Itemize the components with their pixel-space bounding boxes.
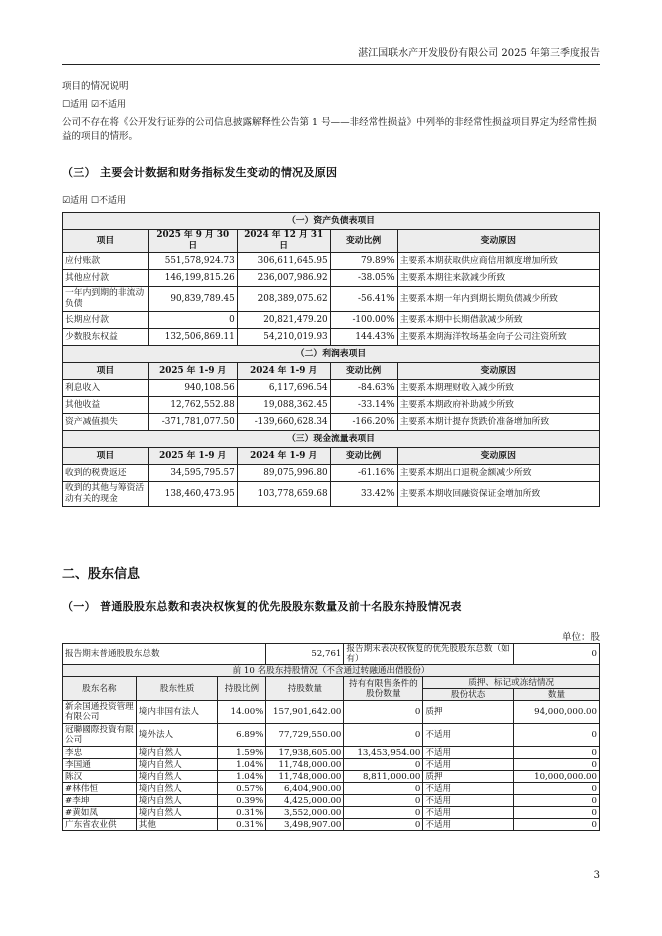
col-header: 持股数量 bbox=[266, 677, 344, 701]
holder-qty: 6,404,900.00 bbox=[266, 783, 344, 795]
col-header: 项目 bbox=[63, 448, 149, 465]
holder-nature: 境内自然人 bbox=[136, 771, 218, 783]
holder-restricted: 0 bbox=[344, 724, 423, 747]
holder-nature: 其他 bbox=[136, 819, 218, 831]
col-header: 2025 年 1-9 月 bbox=[148, 448, 237, 465]
row-value-current: 146,199,815.26 bbox=[148, 270, 237, 287]
holder-nature: 境内自然人 bbox=[136, 783, 218, 795]
row-item: 其他应付款 bbox=[63, 270, 149, 287]
holder-ratio: 1.59% bbox=[218, 747, 266, 759]
row-ratio: -38.05% bbox=[330, 270, 397, 287]
table-row bbox=[63, 414, 600, 431]
holder-ratio: 0.39% bbox=[218, 795, 266, 807]
table-row bbox=[63, 482, 600, 507]
row-reason: 主要系本期往来款减少所致 bbox=[397, 270, 599, 287]
col-header: 股份状态 bbox=[423, 689, 514, 701]
row-value-prior: 20,821,479.20 bbox=[237, 312, 330, 329]
holder-restricted: 0 bbox=[344, 759, 423, 771]
holder-qty: 11,748,000.00 bbox=[266, 759, 344, 771]
row-item: 收到的税费返还 bbox=[63, 465, 149, 482]
row-ratio: -56.41% bbox=[330, 287, 397, 312]
col-header: 变动原因 bbox=[397, 448, 599, 465]
holder-ratio: 0.57% bbox=[218, 783, 266, 795]
holder-nature: 境内自然人 bbox=[136, 759, 218, 771]
shareholder-subheading: （一） 普通股股东总数和表决权恢复的优先股股东数量及前十名股东持股情况表 bbox=[62, 600, 462, 613]
row-ratio: -61.16% bbox=[330, 465, 397, 482]
holder-amount: 10,000,000.00 bbox=[514, 771, 600, 783]
holder-name: 新余国通投资管理有限公司 bbox=[63, 701, 137, 724]
holder-qty: 3,498,907.00 bbox=[266, 819, 344, 831]
row-value-current: 12,762,552.88 bbox=[148, 397, 237, 414]
holder-status: 不适用 bbox=[423, 747, 514, 759]
section3-options: ☑适用 ☐不适用 bbox=[62, 196, 126, 206]
holder-name: 陈汉 bbox=[63, 771, 137, 783]
col-header: 持有有限售条件的股份数量 bbox=[344, 677, 423, 701]
holder-amount: 0 bbox=[514, 747, 600, 759]
holder-status: 不适用 bbox=[423, 795, 514, 807]
holder-qty: 17,938,605.00 bbox=[266, 747, 344, 759]
row-value-current: 551,578,924.73 bbox=[148, 253, 237, 270]
holder-restricted: 8,811,000.00 bbox=[344, 771, 423, 783]
holder-status: 质押 bbox=[423, 771, 514, 783]
holder-amount: 0 bbox=[514, 807, 600, 819]
balance-section-title: （一）资产负债表项目 bbox=[63, 213, 600, 230]
col-header: 质押、标记或冻结情况 bbox=[423, 677, 600, 689]
table-row bbox=[63, 771, 600, 783]
holder-amount: 94,000,000.00 bbox=[514, 701, 600, 724]
holder-amount: 0 bbox=[514, 819, 600, 831]
col-header: 项目 bbox=[63, 230, 149, 253]
holder-status: 不适用 bbox=[423, 807, 514, 819]
holder-status: 不适用 bbox=[423, 759, 514, 771]
row-reason: 主要系本期海洋牧场基金向子公司注资所致 bbox=[397, 329, 599, 346]
table-row bbox=[63, 795, 600, 807]
holder-ratio: 1.04% bbox=[218, 759, 266, 771]
table-row bbox=[63, 397, 600, 414]
unit-label: 单位：股 bbox=[561, 632, 600, 643]
col-header: 2024 年 12 月 31 日 bbox=[237, 230, 330, 253]
holder-ratio: 0.31% bbox=[218, 807, 266, 819]
cash-header-row bbox=[63, 448, 600, 465]
table-row bbox=[63, 759, 600, 771]
table-row bbox=[63, 783, 600, 795]
row-reason: 主要系本期获取供应商信用额度增加所致 bbox=[397, 253, 599, 270]
row-value-prior: 6,117,696.54 bbox=[237, 380, 330, 397]
holder-nature: 境内非国有法人 bbox=[136, 701, 218, 724]
page-number: 3 bbox=[593, 870, 600, 881]
col-header: 股东性质 bbox=[136, 677, 218, 701]
row-ratio: -84.63% bbox=[330, 380, 397, 397]
table-row bbox=[63, 724, 600, 747]
holder-name: 李国通 bbox=[63, 759, 137, 771]
col-header: 股东名称 bbox=[63, 677, 137, 701]
row-reason: 主要系本期收回融资保证金增加所致 bbox=[397, 482, 599, 507]
holder-restricted: 0 bbox=[344, 783, 423, 795]
table-row bbox=[63, 253, 600, 270]
holder-name: #黄如凤 bbox=[63, 807, 137, 819]
row-reason: 主要系本期理财收入减少所致 bbox=[397, 380, 599, 397]
col-header: 数量 bbox=[514, 689, 600, 701]
row-item: 收到的其他与筹资活动有关的现金 bbox=[63, 482, 149, 507]
cash-section-title: （三）现金流量表项目 bbox=[63, 431, 600, 448]
row-value-prior: 19,088,362.45 bbox=[237, 397, 330, 414]
row-reason: 主要系本期政府补助减少所致 bbox=[397, 397, 599, 414]
row-reason: 主要系本期计提存货跌价准备增加所致 bbox=[397, 414, 599, 431]
holder-status: 不适用 bbox=[423, 819, 514, 831]
row-ratio: 79.89% bbox=[330, 253, 397, 270]
shareholder-heading: 二、股东信息 bbox=[62, 567, 141, 582]
holder-nature: 境内自然人 bbox=[136, 795, 218, 807]
table-row bbox=[63, 747, 600, 759]
row-value-prior: 54,210,019.93 bbox=[237, 329, 330, 346]
shareholder-table bbox=[62, 643, 600, 831]
change-table bbox=[62, 212, 600, 507]
col-header: 变动原因 bbox=[397, 363, 599, 380]
row-value-prior: 103,778,659.68 bbox=[237, 482, 330, 507]
holder-amount: 0 bbox=[514, 759, 600, 771]
holder-restricted: 13,453,954.00 bbox=[344, 747, 423, 759]
holder-amount: 0 bbox=[514, 724, 600, 747]
holder-amount: 0 bbox=[514, 795, 600, 807]
row-value-prior: 208,389,075.62 bbox=[237, 287, 330, 312]
row-value-current: 90,839,789.45 bbox=[148, 287, 237, 312]
holder-qty: 157,901,642.00 bbox=[266, 701, 344, 724]
income-header-row bbox=[63, 363, 600, 380]
row-ratio: -100.00% bbox=[330, 312, 397, 329]
row-value-current: -371,781,077.50 bbox=[148, 414, 237, 431]
item-desc-paragraph: 公司不存在将《公开发行证券的公司信息披露解释性公告第 1 号——非经常性损益》中列举的非经常性损益项目界定为经常性损益的项目的情形。 bbox=[62, 117, 597, 142]
row-ratio: 33.42% bbox=[330, 482, 397, 507]
table-row bbox=[63, 465, 600, 482]
table-row bbox=[63, 287, 600, 312]
top10-title: 前 10 名股东持股情况（不含通过转融通出借股份） bbox=[63, 665, 600, 677]
row-value-current: 940,108.56 bbox=[148, 380, 237, 397]
row-ratio: -33.14% bbox=[330, 397, 397, 414]
holder-qty: 77,729,550.00 bbox=[266, 724, 344, 747]
row-value-prior: 89,075,996.80 bbox=[237, 465, 330, 482]
table-row bbox=[63, 312, 600, 329]
holder-restricted: 0 bbox=[344, 819, 423, 831]
holder-ratio: 1.04% bbox=[218, 771, 266, 783]
holder-amount: 0 bbox=[514, 783, 600, 795]
col-header: 2024 年 1-9 月 bbox=[237, 363, 330, 380]
holder-status: 不适用 bbox=[423, 724, 514, 747]
total-label: 报告期末普通股股东总数 bbox=[63, 644, 266, 665]
row-item: 利息收入 bbox=[63, 380, 149, 397]
row-item: 应付账款 bbox=[63, 253, 149, 270]
holder-status: 不适用 bbox=[423, 783, 514, 795]
holder-ratio: 0.31% bbox=[218, 819, 266, 831]
col-header: 变动比例 bbox=[330, 230, 397, 253]
holder-name: #林伟恒 bbox=[63, 783, 137, 795]
item-desc-options: ☐适用 ☑不适用 bbox=[62, 100, 126, 110]
row-ratio: 144.43% bbox=[330, 329, 397, 346]
pref-value: 0 bbox=[514, 644, 600, 665]
row-item: 一年内到期的非流动负债 bbox=[63, 287, 149, 312]
income-section-title: （二）利润表项目 bbox=[63, 346, 600, 363]
row-item: 长期应付款 bbox=[63, 312, 149, 329]
col-header: 2025 年 1-9 月 bbox=[148, 363, 237, 380]
holder-restricted: 0 bbox=[344, 701, 423, 724]
holder-nature: 境内自然人 bbox=[136, 747, 218, 759]
col-header: 项目 bbox=[63, 363, 149, 380]
row-value-prior: 236,007,986.92 bbox=[237, 270, 330, 287]
holder-status: 质押 bbox=[423, 701, 514, 724]
page-header: 湛江国联水产开发股份有限公司 2025 年第三季度报告 bbox=[62, 44, 600, 65]
col-header: 2024 年 1-9 月 bbox=[237, 448, 330, 465]
pref-label: 报告期末表决权恢复的优先股股东总数（如有） bbox=[344, 644, 514, 665]
table-row bbox=[63, 270, 600, 287]
holder-restricted: 0 bbox=[344, 795, 423, 807]
summary-row bbox=[63, 644, 600, 665]
table-row bbox=[63, 701, 600, 724]
holder-qty: 3,552,000.00 bbox=[266, 807, 344, 819]
row-item: 少数股东权益 bbox=[63, 329, 149, 346]
holder-name: 冠聯國際投資有限公司 bbox=[63, 724, 137, 747]
col-header: 变动原因 bbox=[397, 230, 599, 253]
row-value-current: 138,460,473.95 bbox=[148, 482, 237, 507]
holder-nature: 境内自然人 bbox=[136, 807, 218, 819]
row-reason: 主要系本期一年内到期长期负债减少所致 bbox=[397, 287, 599, 312]
table-row bbox=[63, 380, 600, 397]
table-row bbox=[63, 819, 600, 831]
section3-title: （三） 主要会计数据和财务指标发生变动的情况及原因 bbox=[62, 166, 338, 179]
row-value-prior: 306,611,645.95 bbox=[237, 253, 330, 270]
holder-restricted: 0 bbox=[344, 807, 423, 819]
total-value: 52,761 bbox=[266, 644, 344, 665]
balance-header-row bbox=[63, 230, 600, 253]
row-item: 资产减值损失 bbox=[63, 414, 149, 431]
row-value-current: 34,595,795.57 bbox=[148, 465, 237, 482]
table-row bbox=[63, 807, 600, 819]
holder-name: 广东省农业供 bbox=[63, 819, 137, 831]
item-desc-title: 项目的情况说明 bbox=[62, 81, 129, 92]
row-value-current: 132,506,869.11 bbox=[148, 329, 237, 346]
row-item: 其他收益 bbox=[63, 397, 149, 414]
col-header: 变动比例 bbox=[330, 448, 397, 465]
row-value-prior: -139,660,628.34 bbox=[237, 414, 330, 431]
holder-ratio: 6.89% bbox=[218, 724, 266, 747]
row-reason: 主要系本期中长期借款减少所致 bbox=[397, 312, 599, 329]
holder-name: 李忠 bbox=[63, 747, 137, 759]
row-value-current: 0 bbox=[148, 312, 237, 329]
holder-name: #李坤 bbox=[63, 795, 137, 807]
table-row bbox=[63, 329, 600, 346]
holder-nature: 境外法人 bbox=[136, 724, 218, 747]
row-reason: 主要系本期出口退税金额减少所致 bbox=[397, 465, 599, 482]
holder-qty: 11,748,000.00 bbox=[266, 771, 344, 783]
col-header: 持股比例 bbox=[218, 677, 266, 701]
row-ratio: -166.20% bbox=[330, 414, 397, 431]
col-header: 变动比例 bbox=[330, 363, 397, 380]
holder-qty: 4,425,000.00 bbox=[266, 795, 344, 807]
col-header: 2025 年 9 月 30 日 bbox=[148, 230, 237, 253]
holder-ratio: 14.00% bbox=[218, 701, 266, 724]
